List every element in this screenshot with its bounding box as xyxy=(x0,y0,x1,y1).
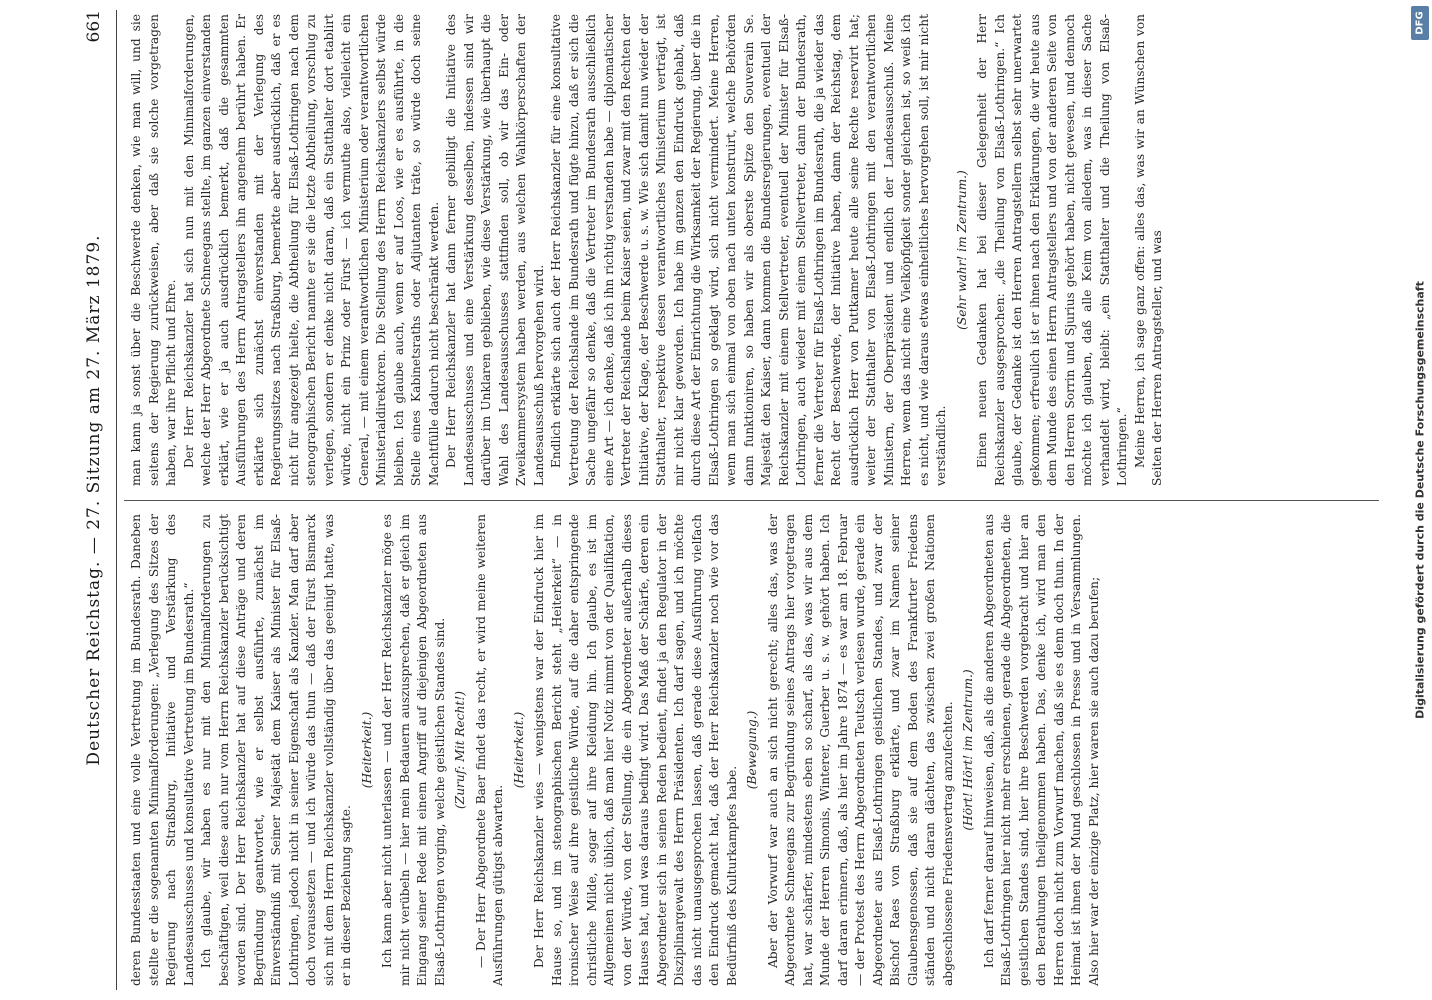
header-rule xyxy=(116,10,117,990)
digitization-stamp xyxy=(1410,24,1430,976)
page-header xyxy=(84,10,110,990)
interjection: (Sehr wahr! im Zentrum.) xyxy=(954,170,969,330)
paragraph: Einen neuen Gedanken hat bei dieser Gelegenheit der Herr Reichskanzler ausgesprochen: „die Theilung von Elsaß-Lothringen.“ Ich glaube, der Gedanke ist den Herren Antragstellern selbst sehr unerwartet gekommen; erfreulich ist er ihnen nach den Erklärungen, die wir heute aus dem Munde des einen Herrn Antragstellers und von der anderen Seite von den Herren Sorrin und Sjurius gehört haben, nicht gewesen, und dennoch möchte ich glauben, daß alle Keim von alledem, was in dieser Sache verhandelt wird, bleibt: „ein Statthalter und die Theilung von Elsaß-Lothringen.“ xyxy=(975,14,1129,486)
interjection: (Zuruf: Mit Recht!) xyxy=(453,691,467,810)
paragraph: deren Bundesstaaten und eine volle Vertretung im Bundesrath. Daneben stellte er die sogenannten Minimalforderungen: „Verlegung des Sitzes der Regierung nach Straßburg, Initiative und Verstärkung des Landesausschusses und konsultative Vertretung im Bundesrath.“ xyxy=(129,514,196,986)
paragraph: Der Herr Reichskanzler wies — wenigstens war der Eindruck hier im Hause so, und im stenographischen Bericht steht „Heiterkeit“ — in ironischer Weise auf ihre geistliche Würde, auf die daher entspringende christliche Milde, sogar auf ihre Kleidung hin. Ich glaube, es ist im Allgemeinen nicht üblich, daß man hier Notiz nimmt von der Qualifikation, von der Würde, von der Stellung, die ein Abgeordneter außerhalb dieses Hauses hat, und was daraus bedingt wird. Das Maß der Schärfe, deren ein Abgeordneter sich in seinen Reden bedient, findet ja den Regulator in der Disziplinargewalt des Herrn Präsidenten. Ich darf sagen, und ich möchte das nicht unausgesprochen lassen, daß gerade diese Ausführung vielfach den Eindruck gemacht hat, daß der Herr Reichskanzler noch wie vor das Bedürfniß des Kulturkampfes habe. xyxy=(532,514,739,986)
dfg-logo-text: DFG xyxy=(1414,11,1426,35)
paragraph: Meine Herren, ich sage ganz offen: alles das, was wir an Wünschen von Seiten der Herren Antragsteller, und was xyxy=(1132,14,1164,486)
paragraph: Ich glaube, wir haben es nur mit den Minimalforderungen zu beschäftigen, weil diese auch nur vom Herrn Reichskanzler berücksichtigt worden sind. Der Herr Reichskanzler hat auf diese Anträge und deren Begründung geantwortet, wie er selbst ausführte, zunächst im Einverständniß mit Seiner Majestät dem Kaiser als Minister für Elsaß-Lothringen, jedoch nicht in seiner Eigenschaft als Kanzler. Man darf aber doch voraussetzen — und ich würde das thun — daß der Fürst Bismarck sich mit dem Herrn Reichskanzler vollständig über das geeinigt hatte, was er in dieser Beziehung sagte. xyxy=(199,514,353,986)
interjection: (Bewegung.) xyxy=(745,710,759,790)
interjection: (Heiterkeit.) xyxy=(511,711,526,789)
paragraph: Endlich erklärte sich auch der Herr Reichskanzler für eine konsultative Vertretung der Reichslande im Bundesrath und fügte hinzu, daß er sich die Sache ungefähr so denke, daß die Vertreter im Bundesrath ausschließlich eine Art — ich denke, daß ich ihn richtig verstanden habe — diplomatischer Vertreter der Reichslande beim Kaiser seien, und zwar mit den Rechten der Initiative, der Klage, der Beschwerde u. s. w. Wie sich damit nun wieder der Statthalter, respektive dessen verantwortliches Ministerium verträgt, ist mir nicht klar geworden. Ich habe im ganzen den Eindruck gehabt, daß durch diese Art der Einrichtung die Wirksamkeit der Regierung, über die in Elsaß-Lothringen so geklagt wird, sich nicht vermindert. Meine Herren, wenn man sich einmal von oben nach unten konstruirt, welche Behörden dann funktioniren, so haben wir als oberste Spitze den Souverain Se. Majestät den Kaiser, dann kommen die Bundesregierungen, eventuell der Reichskanzler mit einem Stellvertreter, eventuell der Minister für Elsaß-Lothringen, auch wieder mit einem Stellvertreter, dann der Bundesrath, ferner die Vertreter für Elsaß-Lothringen im Bundesrath, die ja wieder das Recht der Beschwerde, der Initiative haben, dann der Reichstag, dem ausdrücklich Herr von Puttkamer heute alle seine Rechte reservirt hat; weiter der Statthalter von Elsaß-Lothringen mit den verantwortlichen Ministern, der Oberpräsident und endlich der Landesausschuß. Meine Herren, wenn das nicht eine Vielköpfigkeit sonder gleichen ist, so weiß ich es nicht, und wie daraus etwas einheitliches hervorgehen soll, ist mir nicht verständlich. xyxy=(549,14,948,486)
paragraph: Ich darf ferner darauf hinweisen, daß, als die anderen Abgeordneten aus Elsaß-Lothringen hier nicht mehr erschienen, gerade die Abgeordneten, die geistlichen Standes sind, hier ihre Beschwerden vorgebracht und hier an den Berathungen theilgenommen haben. Das, denke ich, wird man den Herren doch nicht zum Vorwurf machen, daß sie es denn doch thun. In der Heimat ist ihnen der Mund geschlossen in Presse und in Versammlungen. Also hier war der einzige Platz, hier waren sie auch dazu berufen; xyxy=(981,514,1101,986)
running-title: Deutscher Reichstag. — 27. Sitzung am 27. März 1879. xyxy=(84,234,104,766)
paragraph: Der Herr Reichskanzler hat sich nun mit den Minimalforderungen, welche der Herr Abgeordnete Schneegans stellte, im ganzen einverstanden erklärt, wie er ja auch ausdrücklich bemerkt, daß die gesammten Ausführungen des Herrn Antragstellers ihn angenehm berührt haben. Er erklärte sich zunächst einverstanden mit der Verlegung des Regierungssitzes nach Straßburg, bemerkte aber ausdrücklich, daß er es nicht für angezeigt hielte, die Abtheilung für Elsaß-Lothringen nach dem stenographischen Bericht nannte er sie die letzte Abtheilung, vorschlug zu verlegen, sondern er denke nicht daran, daß ein Statthalter dort etablirt würde, nicht ein Prinz oder Fürst — ich vermuthe also, vielleicht ein General, — mit einem verantwortlichen Ministerium oder verantwortlichen Ministerialdirektoren. Die Stellung des Herrn Reichskanzlers selbst würde bleiben. Ich glaube auch, wenn er auf Loos, wie er es ausführte, in die Stelle eines Kabinetsraths oder Adjutanten träte, so würde doch seine Machtfülle dadurch nicht beschränkt werden. xyxy=(181,14,441,486)
paragraph: Der Herr Reichskanzler hat dann ferner gebilligt die Initiative des Landesausschusses und eine Verstärkung desselben, indessen sind wir darüber im Unklaren geblieben, wie diese Verstärkung, wie überhaupt die Wahl des Landesausschusses stattfinden soll, ob wir das Ein- oder Zweikammersystem haben werden, aus welchen Wahlkörperschaften der Landesausschuß hervorgehen wird. xyxy=(444,14,546,486)
paragraph: Ich kann aber nicht unterlassen — und der Herr Reichskanzler möge es mir nicht verübeln — hier mein Bedauern auszusprechen, daß er gleich im Eingang seiner Rede mit einem Angriff auf diejenigen Abgeordneten aus Elsaß-Lothringen vorging, welche geistlichen Standes sind. xyxy=(380,514,447,986)
page-number: 661 xyxy=(84,10,104,43)
paragraph: Aber der Vorwurf war auch an sich nicht gerecht; alles das, was der Abgeordnete Schneegans zur Begründung seines Antrags hier vorgetragen hat, war schärfer, mindestens eben so scharf, als das, was wir aus dem Munde der Herren Simonis, Winterer, Guerber u. s. w. gehört haben. Ich darf daran erinnern, daß, als hier im Jahre 1874 — es war am 18. Februar — der Protest des Herrn Abgeordneten Teutsch verlesen wurde, gerade ein Abgeordneter aus Elsaß-Lothringen geistlichen Standes, und zwar der Bischof Raes von Straßburg erklärte, und zwar im Namen seiner Glaubensgenossen, daß sie auf dem Boden des Frankfurter Friedens ständen und nicht daran dächten, das zwischen zwei großen Nationen abgeschlossene Friedensvertrag anzufechten. xyxy=(765,514,955,986)
interjection: (Hört! Hört! im Zentrum.) xyxy=(961,669,975,831)
interjection: (Heiterkeit.) xyxy=(359,711,374,789)
newspaper-page xyxy=(46,10,1386,990)
dfg-logo xyxy=(1411,6,1429,40)
stamp-text: Digitalisierung gefördert durch die Deutsche Forschungsgemeinschaft xyxy=(1413,281,1427,719)
paragraph: — Der Herr Abgeordnete Baer findet das recht, er wird meine weiteren Ausführungen gütigst abwarten. xyxy=(473,514,505,986)
column-divider xyxy=(124,500,1379,501)
right-column xyxy=(128,14,1378,486)
left-column xyxy=(128,514,1378,986)
paragraph: man kann ja sonst über die Beschwerde denken, wie man will, und sie seitens der Regierung zurückweisen, aber daß sie solche vorgetragen haben, war ihre Pflicht und Ehre. xyxy=(129,14,178,486)
